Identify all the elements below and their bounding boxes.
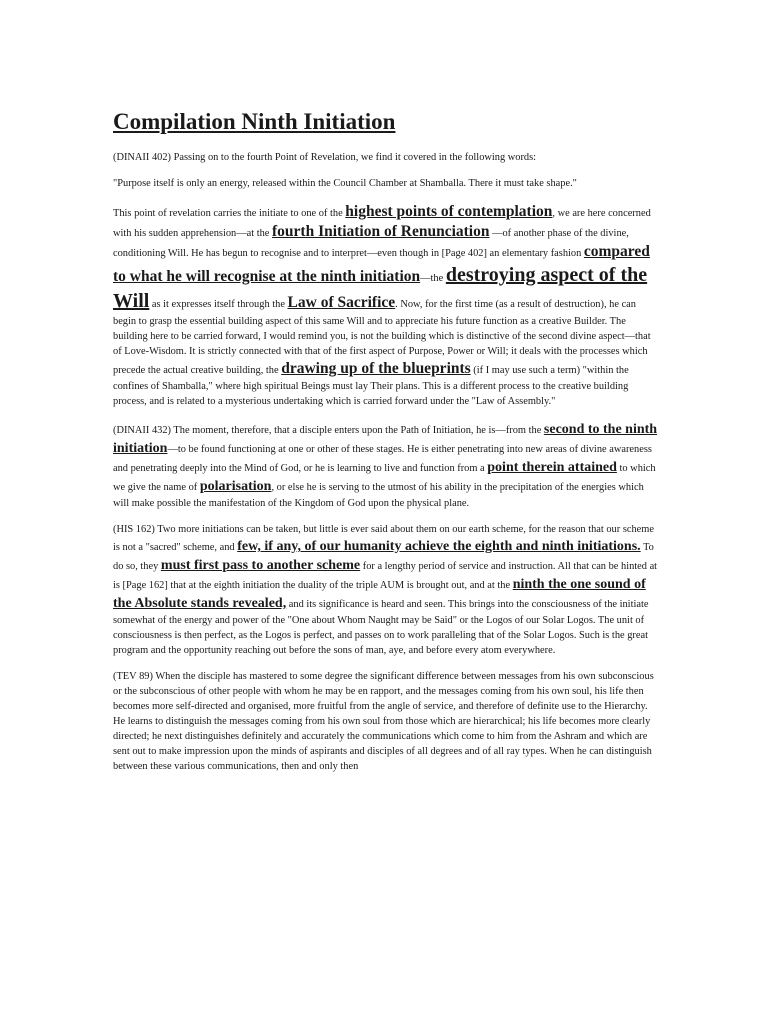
highlight-polarisation: polarisation — [199, 479, 272, 494]
page-title: Compilation Ninth Initiation — [113, 109, 396, 134]
text-run: —of another phase of the divine, conditioning Will. He has begun to recognise and to interpret—even though in [Page 402] an elementary fashion — [113, 228, 629, 259]
highlight-blueprints: drawing up of the blueprints — [281, 360, 471, 377]
highlight-another-scheme: must first pass to another scheme — [160, 558, 361, 573]
text-run: This point of revelation carries the initiate to one of the — [113, 208, 346, 219]
text-run: (DINAII 432) The moment, therefore, that a disciple enters upon the Path of Initiation, he is—from the — [113, 425, 544, 436]
highlight-highest-points: highest points of contemplation — [345, 203, 553, 220]
text-run: (if I may use such a term) "within the confines of Shamballa," where high spiritual Beings must lay Their plans. This is a different process to the creative building process, and is related to a mysterious undertaking which is carried forward under the "Law of Assembly." — [113, 365, 629, 407]
highlight-law-of-sacrifice: Law of Sacrifice — [287, 294, 396, 311]
highlight-compared: compared to what he will recognise at the ninth initiation — [113, 243, 650, 285]
text-run: To do so, they — [113, 542, 654, 572]
paragraph-tev-89: (TEV 89) When the disciple has mastered to some degree the significant difference between messages from his own subconscious or the subconscious of other people with whom he may be en rapport, and the messages coming from his own soul, his life then becomes more self-directed and organised, more fruitful from the angle of service, and therefore of definite use to the Hierarchy. He learns to distinguish the messages coming from his own soul from those which are hierarchical; his life becomes more clearly directed; he next distinguishes definitely and accurately the communications which come to him from the Ashram and which are sent out to make impression upon the minds of aspirants and disciples of all degrees and of all ray types. When he can distinguish between these various communications, then and only then — [113, 671, 654, 772]
highlight-destroying-aspect: destroying aspect of the Will — [113, 264, 648, 312]
highlight-fourth-initiation: fourth Initiation of Renunciation — [272, 223, 490, 240]
paragraph-his-162 — [113, 522, 658, 658]
paragraph-dinaii-402: (DINAII 402) Passing on to the fourth Point of Revelation, we find it covered in the following words: — [113, 152, 537, 163]
text-run: —to be found functioning at one or other of these stages. He is either penetrating into new areas of divine awareness and penetrating deeply into the Mind of God, or he is learning to live and function from a — [113, 444, 652, 474]
paragraph-quote: "Purpose itself is only an energy, released within the Council Chamber at Shamballa. There it must take shape." — [113, 178, 577, 189]
text-run: , or else he is serving to the utmost of his ability in the precipitation of the energies which will make possible the manifestation of the Kingdom of God upon the physical plane. — [113, 482, 644, 509]
text-run: (HIS 162) Two more initiations can be taken, but little is ever said about them on our earth scheme, for the reason that our scheme is not a "sacred" scheme, and — [113, 524, 654, 553]
text-run: —the — [420, 273, 446, 284]
highlight-few-if-any: few, if any, of our humanity achieve the eighth and ninth initiations. — [237, 539, 641, 554]
text-run: and its significance is heard and seen. This brings into the consciousness of the initiate somewhat of the energy and power of the "One about Whom Naught may be Said" or the Logos of our Solar Logos. The unit of consciousness is then perfect, as the Logos is perfect, and passes on to work paralleling that of the Solar Logos. Such is the great program and the opportunity reaching out before the sons of man, aye, and before every atom everywhere. — [113, 599, 649, 656]
document-page — [113, 108, 658, 785]
paragraph-revelation — [113, 202, 658, 409]
text-run: as it expresses itself through the — [149, 299, 288, 310]
text-run: , we are here concerned with his sudden apprehension—at the — [113, 208, 651, 239]
text-run: . Now, for the first time (as a result of destruction), he can begin to grasp the essential building aspect of this same Will and to appreciate his future function as a creative Builder. The building here to be carried forward, I would remind you, is not the building which is distinctive of the second divine aspect—that of Love-Wisdom. It is strictly connected with that of the first aspect of Purpose, Power or Will; it deals with the processes which precede the actual creative building, the — [113, 299, 651, 376]
highlight-point-attained: point therein attained — [487, 460, 617, 475]
text-run: to which we give the name of — [113, 463, 656, 493]
highlight-ninth-one-sound: ninth the one sound of the Absolute stands revealed, — [113, 577, 646, 611]
highlight-second-to-ninth: second to the ninth initiation — [113, 422, 658, 456]
text-run: for a lengthy period of service and instruction. All that can be hinted at is [Page 162] that at the eighth initiation the duality of the triple AUM is brought out, and at the — [113, 561, 658, 591]
paragraph-dinaii-432 — [113, 420, 658, 511]
